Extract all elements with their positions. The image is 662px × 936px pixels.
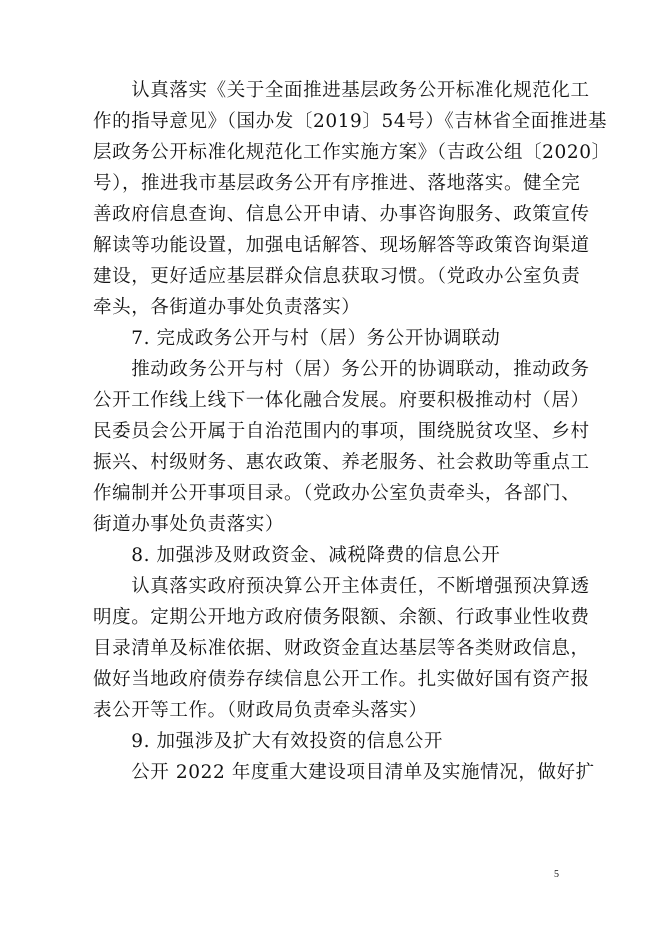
- body-text-line: 建设，更好适应基层群众信息获取习惯。（党政办公室负责: [93, 266, 581, 287]
- body-text-line: 号），推进我市基层政务公开有序推进、落地落实。健全完: [93, 173, 581, 194]
- body-text-line: 作的指导意见》（国办发〔2019〕54号）《吉林省全面推进基: [93, 111, 608, 132]
- body-text-line: 公开工作线上线下一体化融合发展。府要积极推动村（居）: [93, 390, 590, 411]
- body-text-line: 民委员会公开属于自治范围内的事项，围绕脱贫攻坚、乡村: [93, 421, 590, 442]
- body-text-line: 明度。定期公开地方政府债务限额、余额、行政事业性收费: [93, 607, 590, 628]
- body-text-line: 认真落实政府预决算公开主体责任，不断增强预决算透: [93, 576, 590, 597]
- body-text-line: 善政府信息查询、信息公开申请、办事咨询服务、政策宣传: [93, 204, 590, 225]
- body-text-line: 街道办事处负责落实）: [93, 514, 285, 535]
- page-number: 5: [554, 869, 559, 880]
- body-text-line: 振兴、村级财务、惠农政策、养老服务、社会救助等重点工: [93, 452, 590, 473]
- body-text-line: 表公开等工作。（财政局负责牵头落实）: [93, 700, 428, 721]
- body-text-line: 推动政务公开与村（居）务公开的协调联动，推动政务: [93, 359, 590, 380]
- body-text-line: 做好当地政府债券存续信息公开工作。扎实做好国有资产报: [93, 669, 590, 690]
- body-text-line: 作编制并公开事项目录。（党政办公室负责牵头，各部门、: [93, 483, 581, 504]
- body-text-line: 牵头，各街道办事处负责落实）: [93, 297, 361, 318]
- body-text-line: 认真落实《关于全面推进基层政务公开标准化规范化工: [93, 80, 590, 101]
- section-heading: 7. 完成政务公开与村（居）务公开协调联动: [93, 328, 501, 349]
- section-heading: 9. 加强涉及扩大有效投资的信息公开: [93, 731, 444, 752]
- body-text-line: 解读等功能设置，加强电话解答、现场解答等政策咨询渠道: [93, 235, 590, 256]
- body-text-line: 目录清单及标准依据、财政资金直达基层等各类财政信息，: [93, 638, 590, 659]
- body-text-line: 层政务公开标准化规范化工作实施方案》（吉政公组〔2020〕: [93, 142, 611, 163]
- body-text-line: 公开 2022 年度重大建设项目清单及实施情况，做好扩: [93, 762, 595, 783]
- section-heading: 8. 加强涉及财政资金、减税降费的信息公开: [93, 545, 501, 566]
